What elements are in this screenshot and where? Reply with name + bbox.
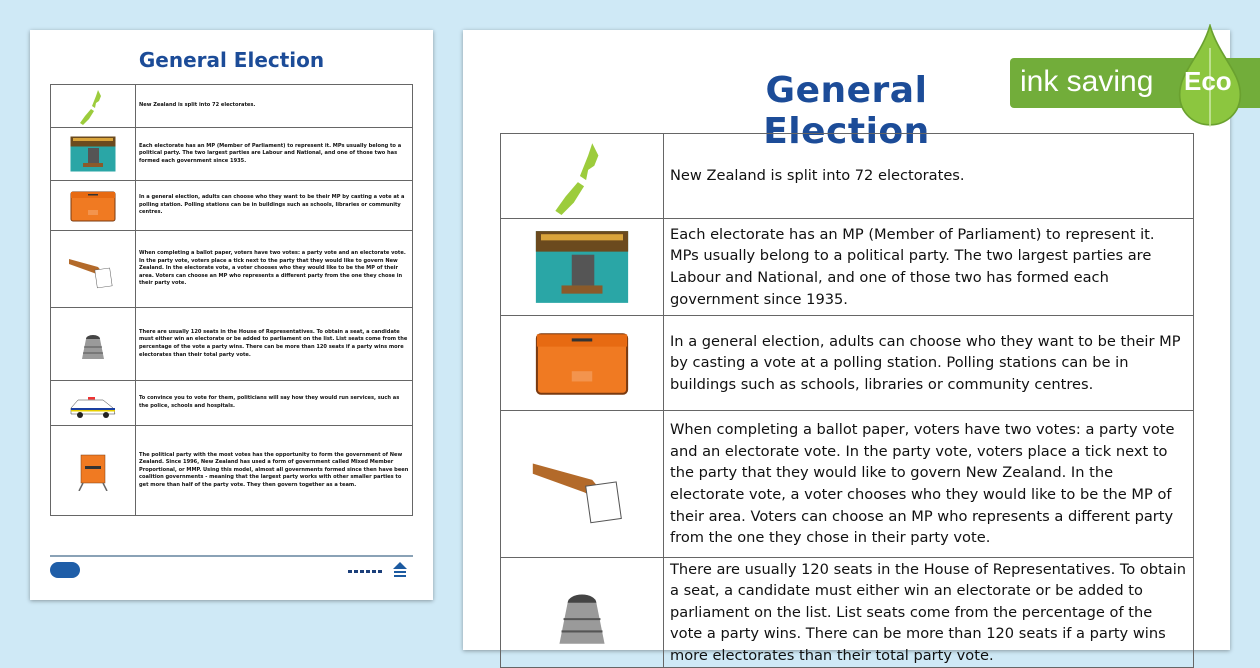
row-image-cell — [51, 85, 136, 128]
parliament-chamber-icon — [517, 226, 647, 308]
row-image-cell — [501, 219, 664, 316]
ballot-box-icon — [62, 186, 124, 226]
twinkl-logo-icon — [50, 562, 80, 578]
ink-saving-label: ink saving — [1020, 65, 1154, 98]
info-table — [50, 84, 413, 516]
police-car-icon — [62, 383, 124, 423]
row-image-cell — [51, 128, 136, 181]
row-image-cell — [51, 231, 136, 308]
footer-dots-icon — [348, 570, 382, 573]
nz-logo-icon — [390, 560, 410, 580]
footer-divider — [50, 555, 413, 557]
row-image-cell — [51, 181, 136, 231]
polling-sign-icon — [62, 451, 124, 491]
eco-label: Eco — [1184, 66, 1232, 96]
table-row — [51, 181, 413, 231]
page-title: General Election — [763, 70, 930, 152]
row-text: There are usually 120 seats in the House of Representatives. To obtain a seat, a candidate must either win an electorate or be added to parliament on the list. List seats come from the percentage of the vote a party wins. There can be more than 120 seats if a party wins more electorates than their total party vote. — [664, 558, 1194, 668]
new-zealand-map-icon — [62, 86, 124, 126]
table-row — [51, 426, 413, 516]
table-row — [51, 128, 413, 181]
hand-ballot-icon — [517, 443, 647, 525]
row-image-cell — [51, 426, 136, 516]
beehive-building-icon — [62, 324, 124, 364]
row-text: New Zealand is split into 72 electorates. — [664, 134, 1194, 219]
row-text: In a general election, adults can choose who they want to be their MP by casting a vote at a polling station. Polling stations can be in buildings such as schools, libraries or community centres. — [664, 316, 1194, 411]
row-text: Each electorate has an MP (Member of Parliament) to represent it. MPs usually belong to a political party. The two largest parties are Labour and National, and one of those two has formed each government since 1935. — [664, 219, 1194, 316]
row-image-cell — [51, 381, 136, 426]
row-text: To convince you to vote for them, politicians will say how they would run services, such as the police, schools and hospitals. — [136, 381, 413, 426]
hand-ballot-icon — [62, 249, 124, 289]
preview-page[interactable] — [463, 30, 1230, 664]
table-row — [501, 219, 1194, 316]
table-row — [501, 558, 1194, 668]
page-title: General Election — [138, 48, 325, 72]
table-row — [501, 134, 1194, 219]
row-image-cell — [501, 558, 664, 668]
table-row — [501, 411, 1194, 558]
row-text: There are usually 120 seats in the House of Representatives. To obtain a seat, a candidate must either win an electorate or be added to parliament on the list. List seats come from the percentage of the vote a party wins. There can be more than 120 seats if a party wins more electorates than their total party vote. — [136, 308, 413, 381]
info-table — [500, 133, 1194, 668]
new-zealand-map-icon — [517, 135, 647, 217]
table-row — [501, 316, 1194, 411]
table-row — [51, 308, 413, 381]
row-text: New Zealand is split into 72 electorates. — [136, 85, 413, 128]
row-text: In a general election, adults can choose who they want to be their MP by casting a vote at a polling station. Polling stations can be in buildings such as schools, libraries or community centres. — [136, 181, 413, 231]
table-row — [51, 85, 413, 128]
table-row — [51, 231, 413, 308]
row-text: The political party with the most votes has the opportunity to form the government of New Zealand. Since 1996, New Zealand has used a form of government called Mixed Member Proportional, or MMP. Using this model, almost all governments formed since then have been coalition governments - meaning that the largest party works with other smaller parties to get more than half of the party vote. They then govern together as a team. — [136, 426, 413, 516]
parliament-chamber-icon — [62, 134, 124, 174]
row-image-cell — [501, 316, 664, 411]
row-image-cell — [51, 308, 136, 381]
ballot-box-icon — [517, 322, 647, 404]
row-text: When completing a ballot paper, voters have two votes: a party vote and an electorate vote. In the party vote, voters place a tick next to the party that they would like to govern New Zealand. In the electorate vote, a voter chooses who they would like to be the MP of their area. Voters can choose an MP who represents a different party from the one they chose in their party vote. — [136, 231, 413, 308]
beehive-building-icon — [517, 572, 647, 654]
row-text: When completing a ballot paper, voters have two votes: a party vote and an electorate vote. In the party vote, voters place a tick next to the party that they would like to govern New Zealand. In the electorate vote, a voter chooses who they would like to be the MP of their area. Voters can choose an MP who represents a different party from the one they chose in their party vote. — [664, 411, 1194, 558]
row-image-cell — [501, 134, 664, 219]
table-row — [51, 381, 413, 426]
row-image-cell — [501, 411, 664, 558]
thumbnail-page[interactable] — [30, 30, 433, 600]
row-text: Each electorate has an MP (Member of Parliament) to represent it. MPs usually belong to a political party. The two largest parties are Labour and National, and one of those two has formed each government since 1935. — [136, 128, 413, 181]
